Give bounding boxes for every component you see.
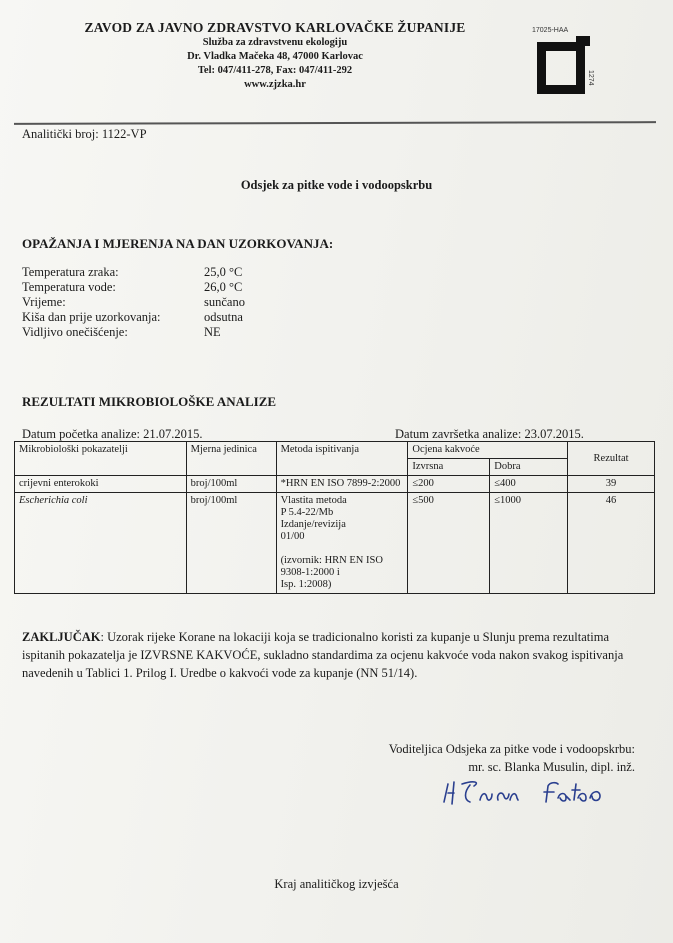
qr-code	[532, 27, 594, 104]
col-header-result: Rezultat	[568, 442, 655, 476]
observations-list	[22, 265, 245, 340]
table-row	[15, 476, 655, 493]
cell-result: 39	[568, 476, 655, 493]
letterhead	[40, 20, 510, 92]
department-title: Odsjek za pitke vode i vodoopskrbu	[240, 178, 433, 192]
cell-excellent: ≤500	[408, 493, 490, 594]
org-address: Dr. Vladka Mačeka 48, 47000 Karlovac	[187, 51, 363, 62]
col-header-rating: Ocjena kakvoće	[408, 442, 568, 459]
cell-excellent: ≤200	[408, 476, 490, 493]
col-header-method: Metoda ispitivanja	[276, 442, 408, 476]
cell-result: 46	[568, 493, 655, 594]
observation-value: NE	[204, 325, 221, 339]
observation-row	[22, 295, 245, 310]
cell-good: ≤1000	[490, 493, 568, 594]
method-line: 9308-1:2000 i	[280, 567, 340, 578]
analysis-end-date: Datum završetka analize: 23.07.2015.	[395, 427, 584, 441]
signature-block	[389, 740, 635, 776]
conclusion-text: : Uzorak rijeke Korane na lokaciji koja se tradicionalno koristi za kupanje u Slunju prema rezultatima ispitanih pokazatelja je IZVRSNE KAKVOĆE, sukladno standardima za ocjenu kakvoće voda nakon svakog ispitivanja navedenih u Tablici 1. Prilog I. Uredbe o kakvoći vode za kupanje (NN 51/14).	[22, 630, 624, 680]
observation-value: 25,0 °C	[204, 265, 243, 279]
col-header-good: Dobra	[490, 459, 568, 476]
method-line: Izdanje/revizija	[280, 519, 346, 530]
signatory-role: Voditeljica Odsjeka za pitke vode i vodoopskrbu:	[388, 742, 635, 756]
method-line: (izvornik: HRN EN ISO	[280, 555, 383, 566]
observation-value: sunčano	[204, 295, 245, 309]
method-line: Vlastita metoda	[280, 495, 347, 506]
method-line: 01/00	[280, 531, 305, 542]
qr-code-label: 17025-HAA	[532, 27, 569, 34]
qr-side-label: 1274	[587, 70, 594, 86]
cell-indicator: Escherichia coli	[15, 493, 187, 594]
method-line: P 5.4-22/Mb	[280, 507, 334, 518]
table-row	[15, 493, 655, 594]
report-footer: Kraj analitičkog izvješća	[274, 877, 399, 891]
observation-label: Kiša dan prije uzorkovanja:	[22, 310, 161, 324]
cell-unit: broj/100ml	[186, 476, 276, 493]
analysis-start-date: Datum početka analize: 21.07.2015.	[22, 427, 203, 441]
observation-label: Vrijeme:	[22, 295, 66, 309]
results-table	[14, 441, 655, 594]
observation-label: Vidljivo onečišćenje:	[22, 325, 128, 339]
cell-method: *HRN EN ISO 7899-2:2000	[276, 476, 408, 493]
org-website: www.zjzka.hr	[244, 79, 306, 90]
observations-heading: OPAŽANJA I MJERENJA NA DAN UZORKOVANJA:	[22, 236, 334, 251]
org-phone: Tel: 047/411-278, Fax: 047/411-292	[197, 65, 353, 76]
col-header-excellent: Izvrsna	[408, 459, 490, 476]
cell-indicator: crijevni enterokoki	[15, 476, 187, 493]
handwritten-signature	[440, 778, 640, 808]
method-line: Isp. 1:2008)	[280, 579, 332, 590]
col-header-unit: Mjerna jedinica	[186, 442, 276, 476]
header-divider	[14, 121, 656, 125]
results-heading: REZULTATI MIKROBIOLOŠKE ANALIZE	[22, 394, 277, 409]
method-spacer	[281, 543, 404, 555]
analytic-number: Analitički broj: 1122-VP	[22, 127, 147, 141]
signatory-name: mr. sc. Blanka Musulin, dipl. inž.	[468, 760, 635, 774]
service-name: Služba za zdravstvenu ekologiju	[202, 37, 348, 48]
observation-value: odsutna	[204, 310, 243, 324]
observation-row	[22, 325, 245, 340]
observation-row	[22, 265, 245, 280]
conclusion	[22, 628, 640, 682]
observation-label: Temperatura zraka:	[22, 265, 119, 279]
observation-row	[22, 280, 245, 295]
col-header-indicator: Mikrobiološki pokazatelji	[15, 442, 187, 476]
observation-row	[22, 310, 245, 325]
cell-good: ≤400	[490, 476, 568, 493]
observation-label: Temperatura vode:	[22, 280, 116, 294]
table-header-row	[15, 442, 655, 459]
org-name: ZAVOD ZA JAVNO ZDRAVSTVO KARLOVAČKE ŽUPANIJE	[84, 20, 466, 35]
cell-unit: broj/100ml	[186, 493, 276, 594]
qr-frame	[537, 42, 585, 94]
observation-value: 26,0 °C	[204, 280, 243, 294]
cell-method	[276, 493, 408, 594]
conclusion-label: ZAKLJUČAK	[22, 630, 101, 644]
